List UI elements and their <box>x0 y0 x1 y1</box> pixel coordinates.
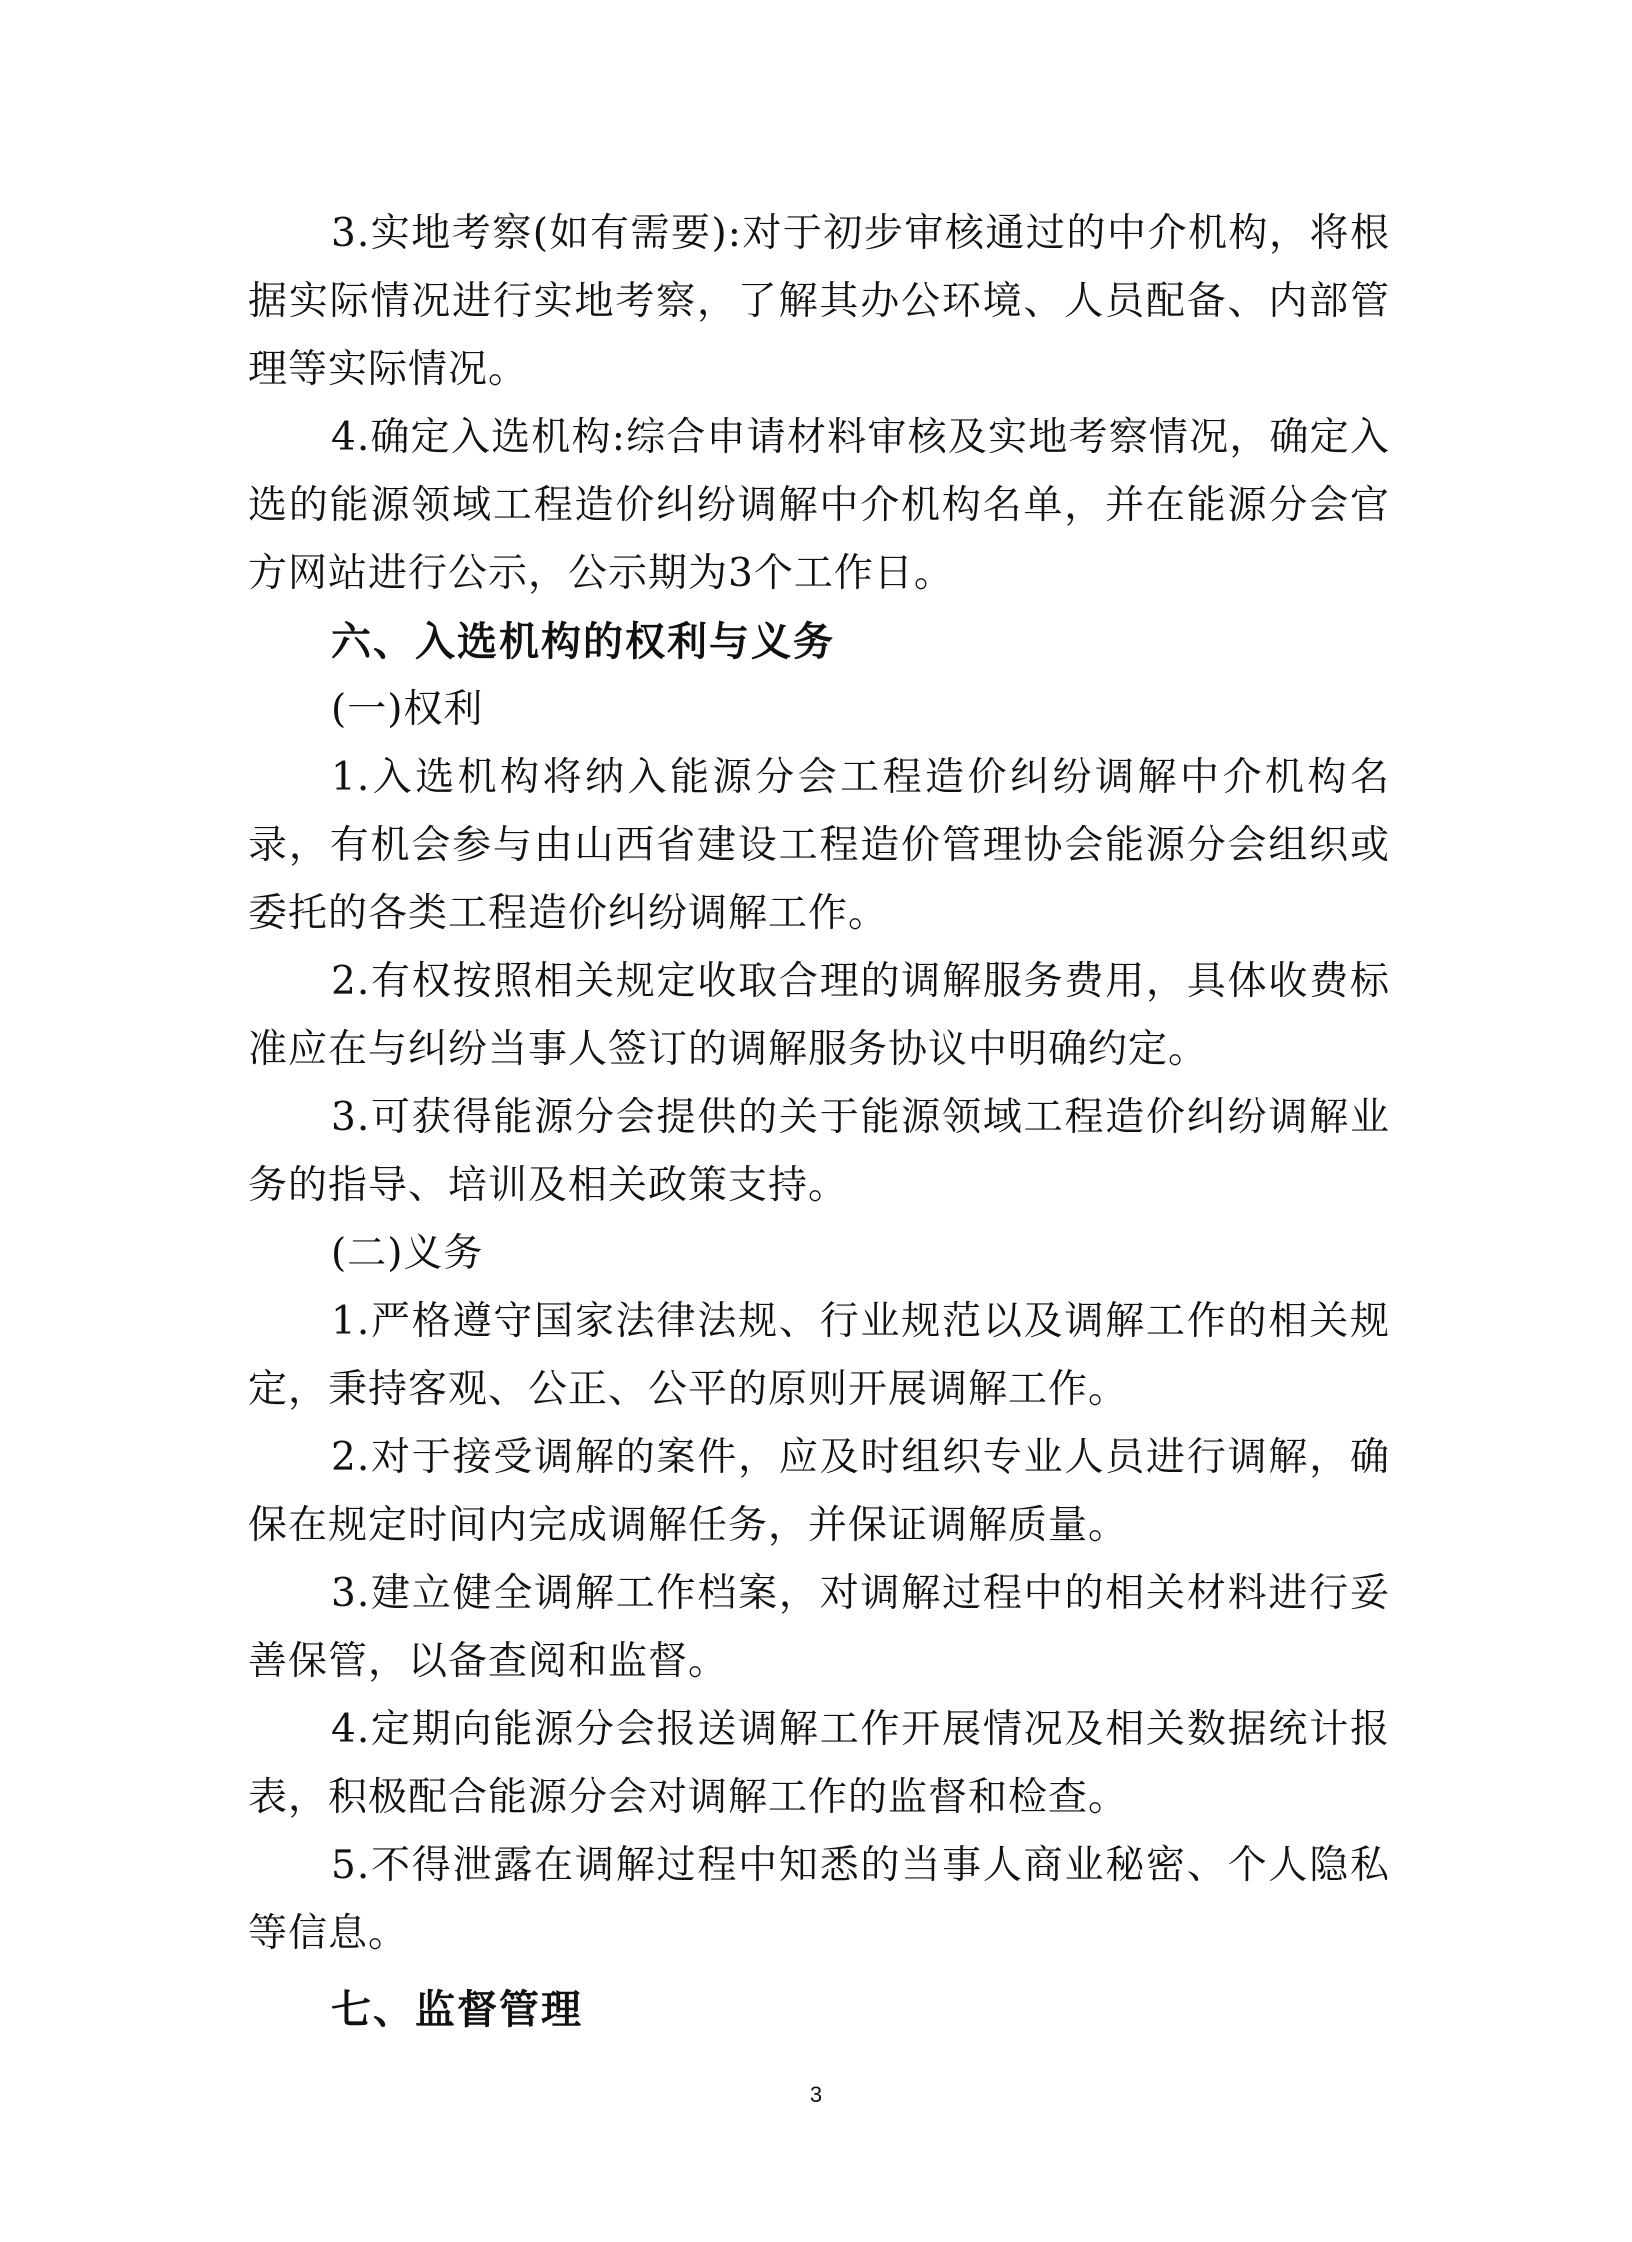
subheading-rights: (一)权利 <box>331 687 484 732</box>
paragraph-obligation-2: 2.对于接受调解的案件，应及时组织专业人员进行调解，确保在规定时间内完成调解任务，并保证调解质量。 <box>248 1435 1390 1548</box>
paragraph-right-2: 2.有权按照相关规定收取合理的调解服务费用，具体收费标准应在与纠纷当事人签订的调解服务协议中明确约定。 <box>248 959 1390 1072</box>
paragraph-obligation-1: 1.严格遵守国家法律法规、行业规范以及调解工作的相关规定，秉持客观、公正、公平的原则开展调解工作。 <box>248 1299 1390 1412</box>
subheading-obligations: (二)义务 <box>331 1231 484 1276</box>
paragraph-obligation-4: 4.定期向能源分会报送调解工作开展情况及相关数据统计报表，积极配合能源分会对调解工作的监督和检查。 <box>248 1707 1390 1820</box>
paragraph-right-3: 3.可获得能源分会提供的关于能源领域工程造价纠纷调解业务的指导、培训及相关政策支持。 <box>248 1095 1390 1208</box>
section-heading-rights-obligations: 六、入选机构的权利与义务 <box>331 618 835 665</box>
paragraph-obligation-5: 5.不得泄露在调解过程中知悉的当事人商业秘密、个人隐私等信息。 <box>248 1843 1390 1956</box>
paragraph-site-inspection: 3.实地考察(如有需要):对于初步审核通过的中介机构，将根据实际情况进行实地考察，了解其办公环境、人员配备、内部管理等实际情况。 <box>248 211 1390 392</box>
paragraph-right-1: 1.入选机构将纳入能源分会工程造价纠纷调解中介机构名录，有机会参与由山西省建设工程造价管理协会能源分会组织或委托的各类工程造价纠纷调解工作。 <box>248 755 1390 936</box>
paragraph-confirm-selection: 4.确定入选机构:综合申请材料审核及实地考察情况，确定入选的能源领域工程造价纠纷调解中介机构名单，并在能源分会官方网站进行公示，公示期为3个工作日。 <box>248 415 1390 596</box>
page-number: 3 <box>809 2082 823 2107</box>
document-body <box>248 200 1390 2044</box>
section-heading-supervision: 七、监督管理 <box>331 1986 583 2033</box>
paragraph-obligation-3: 3.建立健全调解工作档案，对调解过程中的相关材料进行妥善保管，以备查阅和监督。 <box>248 1571 1390 1684</box>
